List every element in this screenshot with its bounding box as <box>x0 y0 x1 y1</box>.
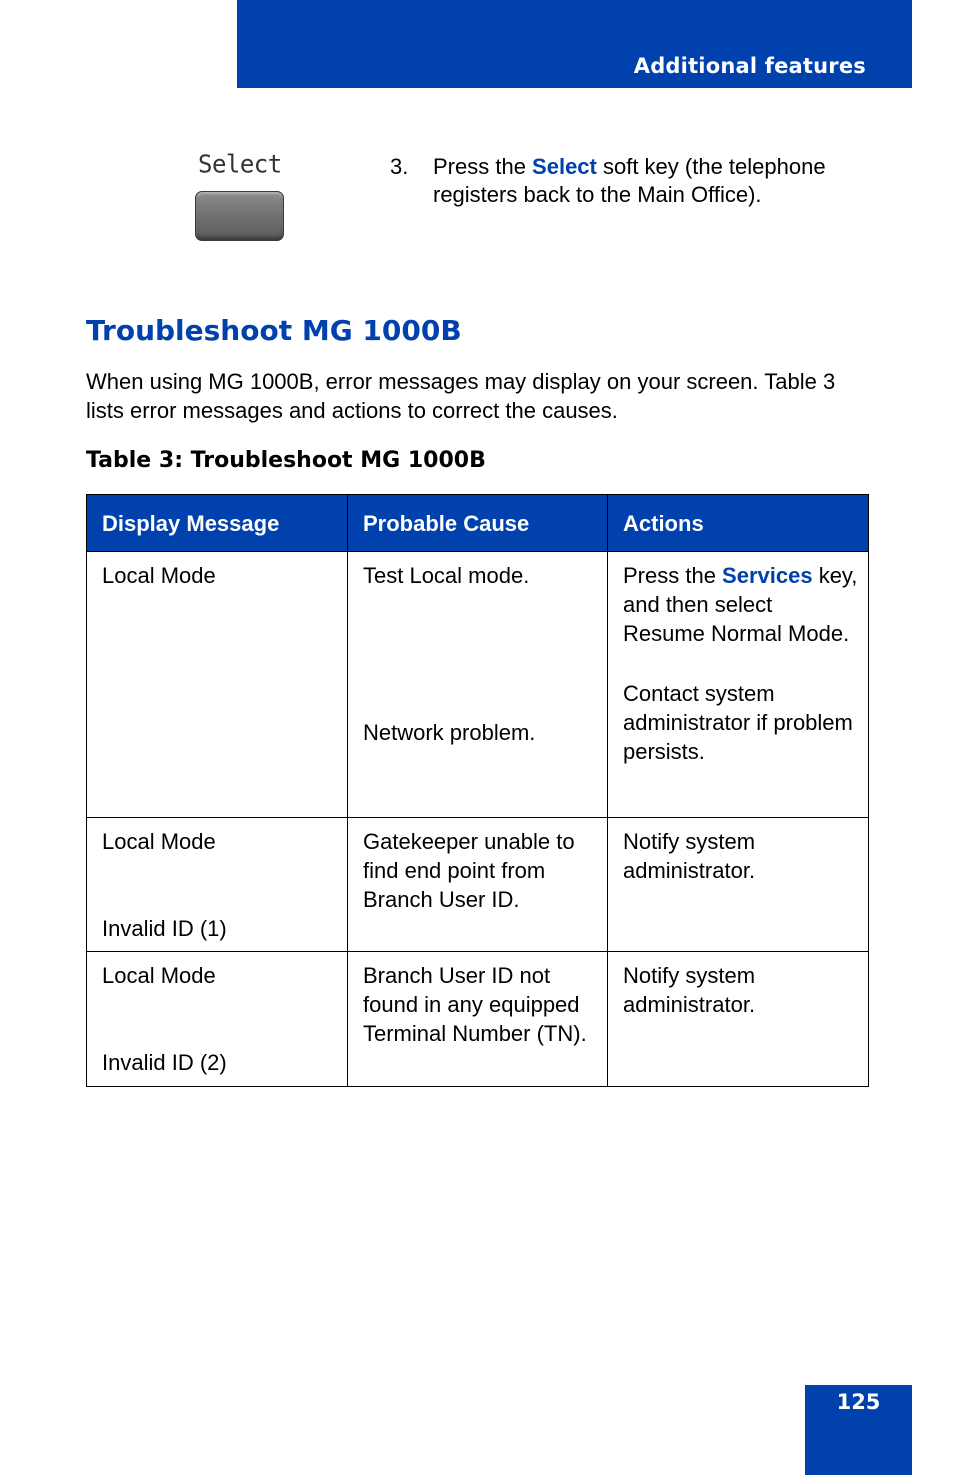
step-prefix: Press the <box>433 154 533 179</box>
message-text: Invalid ID (2) <box>102 1050 227 1075</box>
cause-text: Branch User ID not found in any equipped Terminal Number (TN). <box>363 963 587 1046</box>
step-text <box>433 153 883 209</box>
action-text <box>623 561 860 648</box>
step-number: 3. <box>390 154 409 179</box>
column-header: Actions <box>608 495 869 552</box>
table-row <box>87 952 869 1087</box>
cell-display-message <box>87 552 348 818</box>
message-text: Local Mode <box>102 829 216 854</box>
section-intro: When using MG 1000B, error messages may display on your screen. Table 3 lists error messages and actions to correct the causes. <box>86 369 836 423</box>
table-header-row <box>87 495 869 552</box>
services-keyword: Services <box>722 563 813 588</box>
cell-display-message <box>87 952 348 1087</box>
column-header: Display Message <box>87 495 348 552</box>
cause-text: Test Local mode. <box>363 563 530 588</box>
message-text: Local Mode <box>102 563 216 588</box>
cell-actions <box>608 818 869 952</box>
select-softkey-button <box>195 191 284 241</box>
troubleshoot-table <box>86 494 869 1087</box>
section-heading: Troubleshoot MG 1000B <box>86 314 462 347</box>
cell-probable-cause <box>348 818 608 952</box>
cell-probable-cause <box>348 552 608 818</box>
action-suffix: key, and then select Resume Normal Mode. <box>623 563 858 646</box>
action-text: Notify system administrator. <box>623 829 756 883</box>
cell-actions <box>608 952 869 1087</box>
cell-display-message <box>87 818 348 952</box>
cause-text: Gatekeeper unable to find end point from Branch User ID. <box>363 829 575 912</box>
step-suffix: soft key (the telephone registers back to the Main Office). <box>433 154 826 207</box>
message-text: Local Mode <box>102 963 216 988</box>
page-number: 125 <box>836 1390 881 1414</box>
cell-probable-cause <box>348 952 608 1087</box>
column-header: Probable Cause <box>348 495 608 552</box>
action-text: Notify system administrator. <box>623 963 756 1017</box>
action-prefix: Press the <box>623 563 723 588</box>
step-keyword: Select <box>532 154 597 179</box>
action-text: Contact system administrator if problem persists. <box>623 681 853 764</box>
message-text: Invalid ID (1) <box>102 916 227 941</box>
table-caption: Table 3: Troubleshoot MG 1000B <box>86 448 486 473</box>
cause-text: Network problem. <box>363 720 536 745</box>
page-number-box <box>805 1385 912 1475</box>
header-bar <box>237 0 912 88</box>
header-title: Additional features <box>633 54 866 78</box>
softkey-display-label: Select <box>198 149 282 179</box>
table-row <box>87 552 869 818</box>
cell-actions <box>608 552 869 818</box>
table-row <box>87 818 869 952</box>
